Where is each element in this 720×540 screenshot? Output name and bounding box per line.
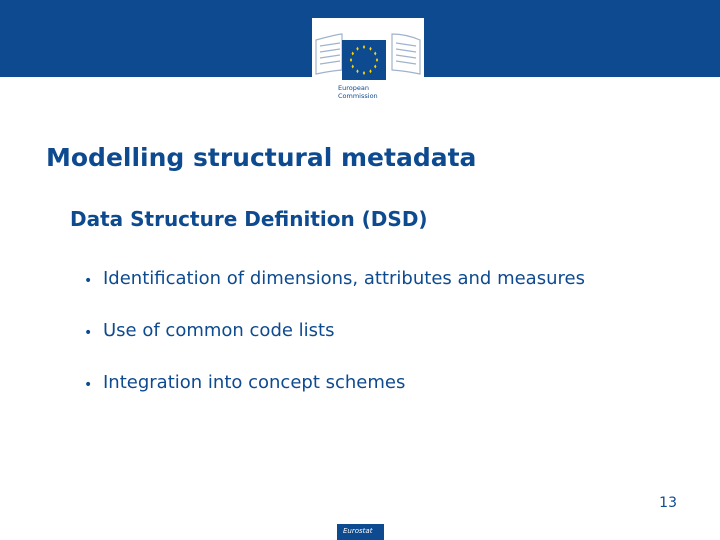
bullet-icon: • xyxy=(84,325,93,341)
european-commission-logo xyxy=(312,18,424,102)
bullet-text: Integration into concept schemes xyxy=(103,372,406,393)
logo-text-commission: Commission xyxy=(338,92,378,100)
bullet-icon: • xyxy=(84,377,93,393)
bullet-text: Use of common code lists xyxy=(103,320,335,341)
slide-subtitle: Data Structure Definition (DSD) xyxy=(70,207,428,231)
slide-title: Modelling structural metadata xyxy=(46,143,477,172)
bullet-text: Identification of dimensions, attributes and measures xyxy=(103,268,585,289)
page-number: 13 xyxy=(659,495,677,511)
eurostat-label: Eurostat xyxy=(343,527,373,535)
logo-text-european: European xyxy=(338,84,369,92)
bullet-icon: • xyxy=(84,273,93,289)
eurostat-logo xyxy=(337,524,384,540)
